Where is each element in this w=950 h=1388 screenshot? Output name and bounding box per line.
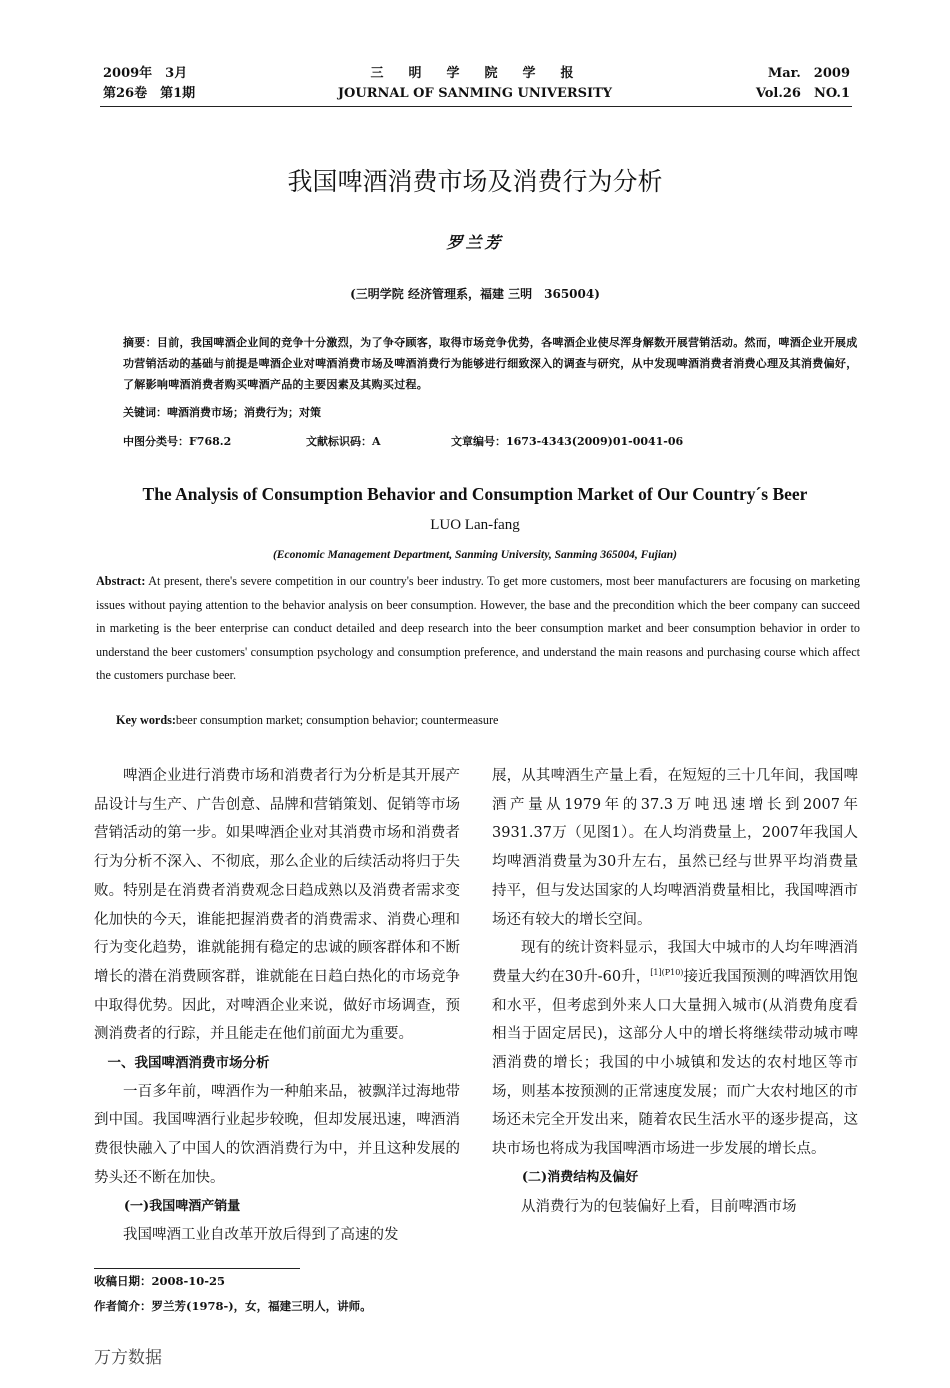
paper-title-cn: 我国啤酒消费市场及消费行为分析 bbox=[287, 167, 663, 196]
citation: [1](P10) bbox=[650, 968, 684, 978]
clc-number: 中图分类号：F768.2 bbox=[123, 435, 232, 448]
abstract-en-label: Abstract: bbox=[96, 574, 146, 588]
body-text: 现有的统计资料显示，我国大中城市的人均年啤酒消费量大约在30升-60升， bbox=[492, 940, 858, 985]
body-column-left bbox=[94, 762, 460, 1250]
body-paragraph: 从消费行为的包装偏好上看，目前啤酒市场 bbox=[521, 1198, 797, 1215]
keywords-cn: 关键词：啤酒消费市场；消费行为；对策 bbox=[123, 406, 321, 419]
body-column-right bbox=[492, 762, 858, 1221]
body-text: 接近我国预测的啤酒饮用饱和水平，但考虑到外来人口大量拥入城市(从消费角度看相当于固定居民)，这部分人中的增长将继续带动城市啤酒消费的增长；我国的中小城镇和发达的农村地区等市场，则基本按预测的正常速度发展；而广大农村地区的市场还未完全开发出来，随着农民生活水平的逐步提高，这块市场也将成为我国啤酒市场进一步发展的增长点。 bbox=[492, 968, 858, 1158]
body-paragraph: 展，从其啤酒生产量上看，在短短的三十几年间，我国啤酒产量从1979年的37.3万吨迅速增长到2007年3931.37万（见图1）。在人均消费量上，2007年我国人均啤酒消费量为30升左右，虽然已经与世界平均消费量持平，但与发达国家的人均啤酒消费量相比，我国啤酒市场还有较大的增长空间。 bbox=[492, 768, 858, 928]
header-rule bbox=[100, 106, 852, 107]
body-paragraph bbox=[492, 934, 858, 1164]
section-heading: 一、我国啤酒消费市场分析 bbox=[107, 1055, 270, 1072]
subsection-heading: (二)消费结构及偏好 bbox=[521, 1169, 639, 1185]
subsection-heading: (一)我国啤酒产销量 bbox=[123, 1198, 241, 1214]
header-date-en: Mar. 2009 bbox=[767, 66, 850, 81]
abstract-en bbox=[96, 570, 860, 688]
received-date: 收稿日期：2008-10-25 bbox=[94, 1274, 226, 1288]
keywords-en-text: beer consumption market; consumption behavior; countermeasure bbox=[175, 713, 499, 727]
header-volume: 第26卷 第1期 bbox=[103, 86, 196, 101]
header-right bbox=[756, 64, 850, 104]
header-date: 2009年 3月 bbox=[103, 66, 188, 81]
keywords-en-label: Key words: bbox=[116, 713, 176, 727]
author-cn: 罗兰芳 bbox=[446, 233, 504, 252]
document-code: 文献标识码：A bbox=[306, 435, 381, 448]
body-paragraph: 啤酒企业进行消费市场和消费者行为分析是其开展产品设计与生产、广告创意、品牌和营销策划、促销等市场营销活动的第一步。如果啤酒企业对其消费市场和消费者行为分析不深入、不彻底，那么企业的后续活动将归于失败。特别是在消费者消费观念日趋成熟以及消费者需求变化加快的今天，谁能把握消费者的消费需求、消费心理和行为变化趋势，谁就能拥有稳定的忠诚的顾客群体和不断增长的潜在消费顾客群，谁就能在日趋白热化的市场竞争中取得优势。因此，对啤酒企业来说，做好市场调查，预测消费者的行踪，并且能走在他们前面尤为重要。 bbox=[94, 768, 460, 1043]
abstract-cn: 摘要：目前，我国啤酒企业间的竞争十分激烈，为了争夺顾客，取得市场竞争优势，各啤酒企业使尽浑身解数开展营销活动。然而，啤酒企业开展成功营销活动的基础与前提是啤酒企业对啤酒消费市场及啤酒消费行为能够进行细致深入的调查与研究，从中发现啤酒消费者消费心理及其消费偏好，了解影响啤酒消费者购买啤酒产品的主要因素及其购买过程。 bbox=[123, 336, 858, 391]
author-en: LUO Lan-fang bbox=[430, 517, 520, 533]
journal-name-cn: 三 明 学 院 学 报 bbox=[370, 66, 580, 81]
affiliation-cn: (三明学院 经济管理系，福建 三明 365004) bbox=[350, 287, 600, 301]
keywords-en bbox=[116, 713, 498, 728]
abstract-en-text: At present, there's severe competition in our country's beer industry. To get more customers, most beer manufacturers are focusing on marketing issues without paying attention to the behavior analysis on beer consumption. However, the base and the precondition which the beer company can succeed in marketing is the beer enterprise can conduct detailed and deep research into the beer consumption market and beer consumption behavior in order to understand the beer customers' consumption psychology and consumption preference, and understand the main reasons and purchasing course which affect the customers purchase beer. bbox=[96, 574, 860, 682]
article-number: 文章编号：1673-4343(2009)01-0041-06 bbox=[451, 435, 684, 448]
footnote-rule bbox=[94, 1268, 300, 1269]
header-volume-en: Vol.26 NO.1 bbox=[755, 86, 850, 101]
body-paragraph: 我国啤酒工业自改革开放后得到了高速的发 bbox=[123, 1227, 399, 1244]
journal-name-en: JOURNAL OF SANMING UNIVERSITY bbox=[337, 86, 613, 101]
author-bio: 作者简介：罗兰芳(1978-)，女，福建三明人，讲师。 bbox=[94, 1299, 372, 1313]
affiliation-en: (Economic Management Department, Sanming University, Sanming 365004, Fujian) bbox=[272, 549, 678, 561]
paper-title-en: The Analysis of Consumption Behavior and Consumption Market of Our Country´s Beer bbox=[142, 484, 808, 504]
watermark: 万方数据 bbox=[94, 1348, 162, 1368]
body-paragraph: 一百多年前，啤酒作为一种舶来品，被飘洋过海地带到中国。我国啤酒行业起步较晚，但却发展迅速，啤酒消费很快融入了中国人的饮酒消费行为中，并且这种发展的势头还不断在加快。 bbox=[94, 1083, 460, 1186]
